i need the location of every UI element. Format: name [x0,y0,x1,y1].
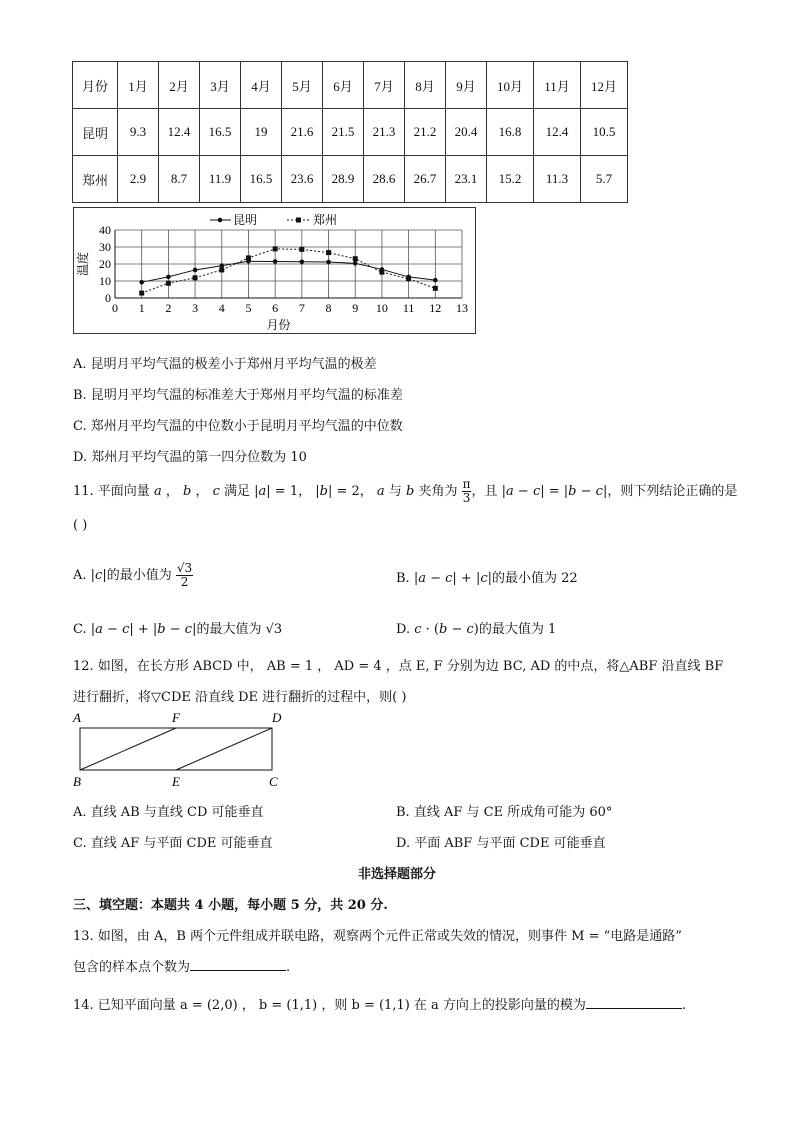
table-header-cell: 2月 [159,62,200,109]
segment-bf [80,728,176,770]
q11-option-b: B. |a − c| + |c|的最小值为 22 [396,571,578,586]
table-cell: 23.1 [446,156,487,203]
table-header-cell: 6月 [323,62,364,109]
q12-option-c: C. 直线 AF 与平面 CDE 可能垂直 [73,836,273,851]
q14-text: 14. 已知平面向量 a = (2,0) ， b = (1,1) ，则 b = (1,1) 在 a 方向上的投影向量的模为 [73,998,586,1013]
x-tick-label: 7 [298,301,305,315]
table-header-cell: 4月 [241,62,282,109]
x-tick-label: 4 [218,301,225,315]
data-point-kunming [166,275,171,280]
table-header-cell: 12月 [581,62,628,109]
x-tick-label: 0 [112,301,118,315]
data-point-kunming [139,280,144,285]
data-point-zhengzhou [246,255,251,260]
table-cell: 20.4 [446,109,487,156]
data-point-kunming [326,260,331,265]
x-tick-label: 11 [402,301,415,315]
q11-option-d-text: 的最大值为 1 [478,622,557,637]
chart-legend [210,212,337,227]
chart-ylabel: 温度 [76,251,90,277]
table-cell: 12.4 [159,109,200,156]
table-row-city: 郑州 [73,156,118,203]
fraction-denominator: 3 [462,491,471,505]
table-header-cell: 月份 [73,62,118,109]
table-header-cell: 9月 [446,62,487,109]
table-cell: 21.3 [364,109,405,156]
y-tick-label: 20 [99,257,111,271]
rectangle-abcd-figure [70,709,290,791]
q11-option-b-label: B. [396,571,410,586]
table-cell: 12.4 [534,109,581,156]
table-cell: 5.7 [581,156,628,203]
table-row-city: 昆明 [73,109,118,156]
fraction-numerator: π [462,477,471,491]
q11-option-c: C. |a − c| + |b − c|的最大值为 √3 [73,622,283,637]
table-cell: 11.9 [200,156,241,203]
q11-stem-c: 与 [388,484,402,499]
x-tick-label: 10 [375,301,388,315]
temperature-table [72,61,628,203]
data-point-zhengzhou [326,250,331,255]
sqrt3-over-2-fraction: $\frac{√3}{2}$ [176,561,193,589]
table-header-row [73,62,628,109]
legend-marker-kunming [218,218,223,223]
table-cell: 21.5 [323,109,364,156]
rectangle-abcd [80,728,272,770]
table-cell: 16.5 [200,109,241,156]
q11-paren: ( ) [73,518,88,533]
data-point-kunming [353,261,358,266]
q12-option-d: D. 平面 ABF 与平面 CDE 可能垂直 [396,836,606,851]
q11-stem-b: 满足 [224,484,251,499]
x-tick-label: 5 [245,301,252,315]
q12-stem-line1: 12. 如图，在长方形 ABCD 中， AB = 1 ， AD = 4 ，点 E, F 分别为边 BC, AD 的中点，将△ABF 沿直线 BF [73,659,724,674]
legend-label-zhengzhou: 郑州 [313,213,338,227]
x-tick-label: 8 [325,301,332,315]
q11-stem: 11. 平面向量 a ， b ， c 满足 |a| = 1， |b| = 2， a 与 b 夹角为 $\frac{\pi}{3}$ ，且 |a − c| = |b − c|，则下列结论正确的是 [73,477,738,505]
x-tick-label: 13 [456,301,468,315]
q12-stem-line2: 进行翻折，将▽CDE 沿直线 DE 进行翻折的过程中，则( ) [73,690,407,705]
q11-stem-f: ，则下列结论正确的是 [607,484,738,499]
x-tick-label: 12 [429,301,442,315]
data-point-zhengzhou [299,247,304,252]
q13-line2 [73,956,290,975]
legend-marker-zhengzhou [296,218,301,223]
table-cell: 16.5 [241,156,282,203]
data-point-zhengzhou [193,275,198,280]
point-label-a: A [73,710,81,725]
q14-answer-blank[interactable] [586,996,682,1009]
data-point-kunming [300,259,305,264]
table-header-cell: 11月 [534,62,581,109]
chart-grid [115,230,462,298]
data-point-zhengzhou [219,267,224,272]
table-cell: 10.5 [581,109,628,156]
q14-line [73,994,686,1013]
y-tick-label: 10 [99,274,111,288]
q10-option-d: D. 郑州月平均气温的第一四分位数为 10 [73,450,307,465]
table-cell: 26.7 [405,156,446,203]
nonchoice-section-title: 非选择题部分 [357,867,436,882]
q13-answer-blank[interactable] [190,958,286,971]
table-cell: 11.3 [534,156,581,203]
table-cell: 21.6 [282,109,323,156]
q11-option-d-label: D. [396,622,411,637]
table-row [73,109,628,156]
data-point-zhengzhou [406,276,411,281]
q13-end: . [286,960,291,975]
y-tick-label: 0 [105,291,111,305]
point-label-f: F [172,710,180,725]
table-cell: 19 [241,109,282,156]
table-header-cell: 5月 [282,62,323,109]
y-tick-label: 40 [99,223,111,237]
table-cell: 9.3 [118,109,159,156]
x-tick-label: 3 [192,301,199,315]
point-label-c: C [269,774,278,789]
q12-option-b: B. 直线 AF 与 CE 所成角可能为 60° [396,805,613,820]
data-point-kunming [193,268,198,273]
q13-line1: 13. 如图，由 A，B 两个元件组成并联电路，观察两个元件正常或失效的情况，则事件 M = “电路是通路” [73,929,682,944]
pi-over-3-fraction [462,478,472,505]
legend-label-kunming: 昆明 [233,213,258,227]
table-header-cell: 3月 [200,62,241,109]
table-cell: 16.8 [487,109,534,156]
q10-option-c: C. 郑州月平均气温的中位数小于昆明月平均气温的中位数 [73,419,403,434]
q14-end: . [681,998,687,1013]
point-label-b: B [73,774,81,789]
q11-option-a-text: 的最小值为 [106,568,172,583]
chart-series [139,246,438,295]
table-header-cell: 8月 [405,62,446,109]
q11-option-d: D. c · (b − c)的最大值为 1 [396,622,557,637]
table-header-cell: 7月 [364,62,405,109]
table-cell: 28.6 [364,156,405,203]
table-cell: 2.9 [118,156,159,203]
table-cell: 21.2 [405,109,446,156]
data-point-zhengzhou [379,270,384,275]
q11-stem-d: 夹角为 [418,484,458,499]
q11-stem-e: ，且 [471,484,498,499]
data-point-kunming [273,259,278,264]
x-tick-label: 2 [165,301,172,315]
table-row [73,156,628,203]
chart-ticks [99,223,468,315]
table-header-cell: 1月 [118,62,159,109]
series-line-zhengzhou [142,249,436,293]
q11-option-b-text: 的最小值为 22 [492,571,578,586]
table-cell: 28.9 [323,156,364,203]
x-tick-label: 9 [352,301,359,315]
q11-option-c-text: 的最大值为 [196,622,262,637]
table-cell: 8.7 [159,156,200,203]
data-point-kunming [433,278,438,283]
table-header-cell: 10月 [487,62,534,109]
data-point-zhengzhou [433,286,438,291]
series-line-kunming [142,261,436,282]
q11-stem-a: 11. 平面向量 [73,484,150,499]
point-label-d: D [272,710,282,725]
fill-blank-section-title: 三、填空题：本题共 4 小题，每小题 5 分，共 20 分. [73,898,388,913]
x-tick-label: 6 [272,301,279,315]
data-point-zhengzhou [139,291,144,296]
table-cell: 15.2 [487,156,534,203]
q10-option-b: B. 昆明月平均气温的标准差大于郑州月平均气温的标准差 [73,388,403,403]
y-tick-label: 30 [99,240,111,254]
data-point-zhengzhou [273,246,278,251]
x-tick-label: 1 [138,301,145,315]
point-label-e: E [172,774,180,789]
q11-option-c-label: C. [73,622,87,637]
temperature-line-chart [73,207,477,335]
table-cell: 23.6 [282,156,323,203]
q10-option-a: A. 昆明月平均气温的极差小于郑州月平均气温的极差 [73,357,377,372]
chart-xlabel: 月份 [266,318,291,332]
q11-option-a: A. |c|的最小值为 $\frac{√3}{2}$ [73,561,193,589]
segment-ed [176,728,272,770]
q13-line2-text: 包含的样本点个数为 [73,960,191,975]
q12-option-a: A. 直线 AB 与直线 CD 可能垂直 [73,805,264,820]
data-point-zhengzhou [353,256,358,261]
data-point-zhengzhou [166,281,171,286]
q11-option-a-label: A. [73,568,87,583]
data-point-kunming [219,263,224,268]
